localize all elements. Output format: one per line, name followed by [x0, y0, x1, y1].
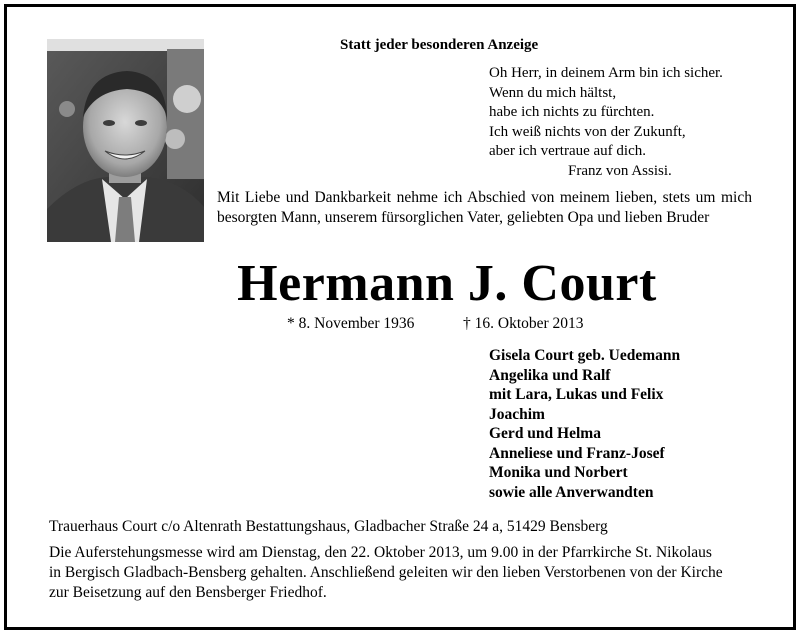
- family-member: Monika und Norbert: [489, 464, 628, 481]
- mass-line: zur Beisetzung auf den Bensberger Friedhof.: [49, 584, 327, 601]
- notice-heading: Statt jeder besonderen Anzeige: [340, 37, 539, 53]
- family-member: Anneliese und Franz-Josef: [489, 444, 665, 462]
- poem: [489, 64, 723, 181]
- poem-line: aber ich vertraue auf dich.: [489, 143, 646, 159]
- family-member: Angelika und Ralf: [489, 366, 611, 384]
- death-date: † 16. Oktober 2013: [463, 315, 584, 332]
- poem-line: Oh Herr, in deinem Arm bin ich sicher.: [489, 65, 723, 81]
- family-member: mit Lara, Lukas und Felix: [489, 386, 664, 403]
- family-member: Joachim: [489, 405, 545, 423]
- poem-line: Ich weiß nichts von der Zukunft,: [489, 123, 686, 140]
- mourning-address: Trauerhaus Court c/o Altenrath Bestattungshaus, Gladbacher Straße 24 a, 51429 Bensberg: [49, 518, 608, 535]
- intro-text: Mit Liebe und Dankbarkeit nehme ich Abschied von meinem lieben, stets um mich besorgten Mann, unserem fürsorglichen Vater, geliebten Opa und lieben Bruder: [217, 189, 752, 226]
- poem-line: habe ich nichts zu fürchten.: [489, 104, 655, 120]
- mass-line: in Bergisch Gladbach-Bensberg gehalten. Anschließend geleiten wir den lieben Verstorbenen von der Kirche: [49, 564, 723, 581]
- funeral-mass-info: [49, 543, 755, 603]
- family-list: [489, 346, 680, 502]
- portrait-photo: [47, 39, 204, 242]
- birth-date: * 8. November 1936: [287, 315, 415, 332]
- deceased-name: Hermann J. Court: [237, 255, 657, 312]
- mass-line: Die Auferstehungsmesse wird am Dienstag, den 22. Oktober 2013, um 9.00 in der Pfarrkirche St. Nikolaus: [49, 544, 712, 561]
- poem-line: Wenn du mich hältst,: [489, 84, 617, 101]
- poem-author: Franz von Assisi.: [568, 162, 672, 179]
- family-member: Gerd und Helma: [489, 425, 601, 442]
- family-member: sowie alle Anverwandten: [489, 483, 654, 501]
- family-member: Gisela Court geb. Uedemann: [489, 347, 681, 364]
